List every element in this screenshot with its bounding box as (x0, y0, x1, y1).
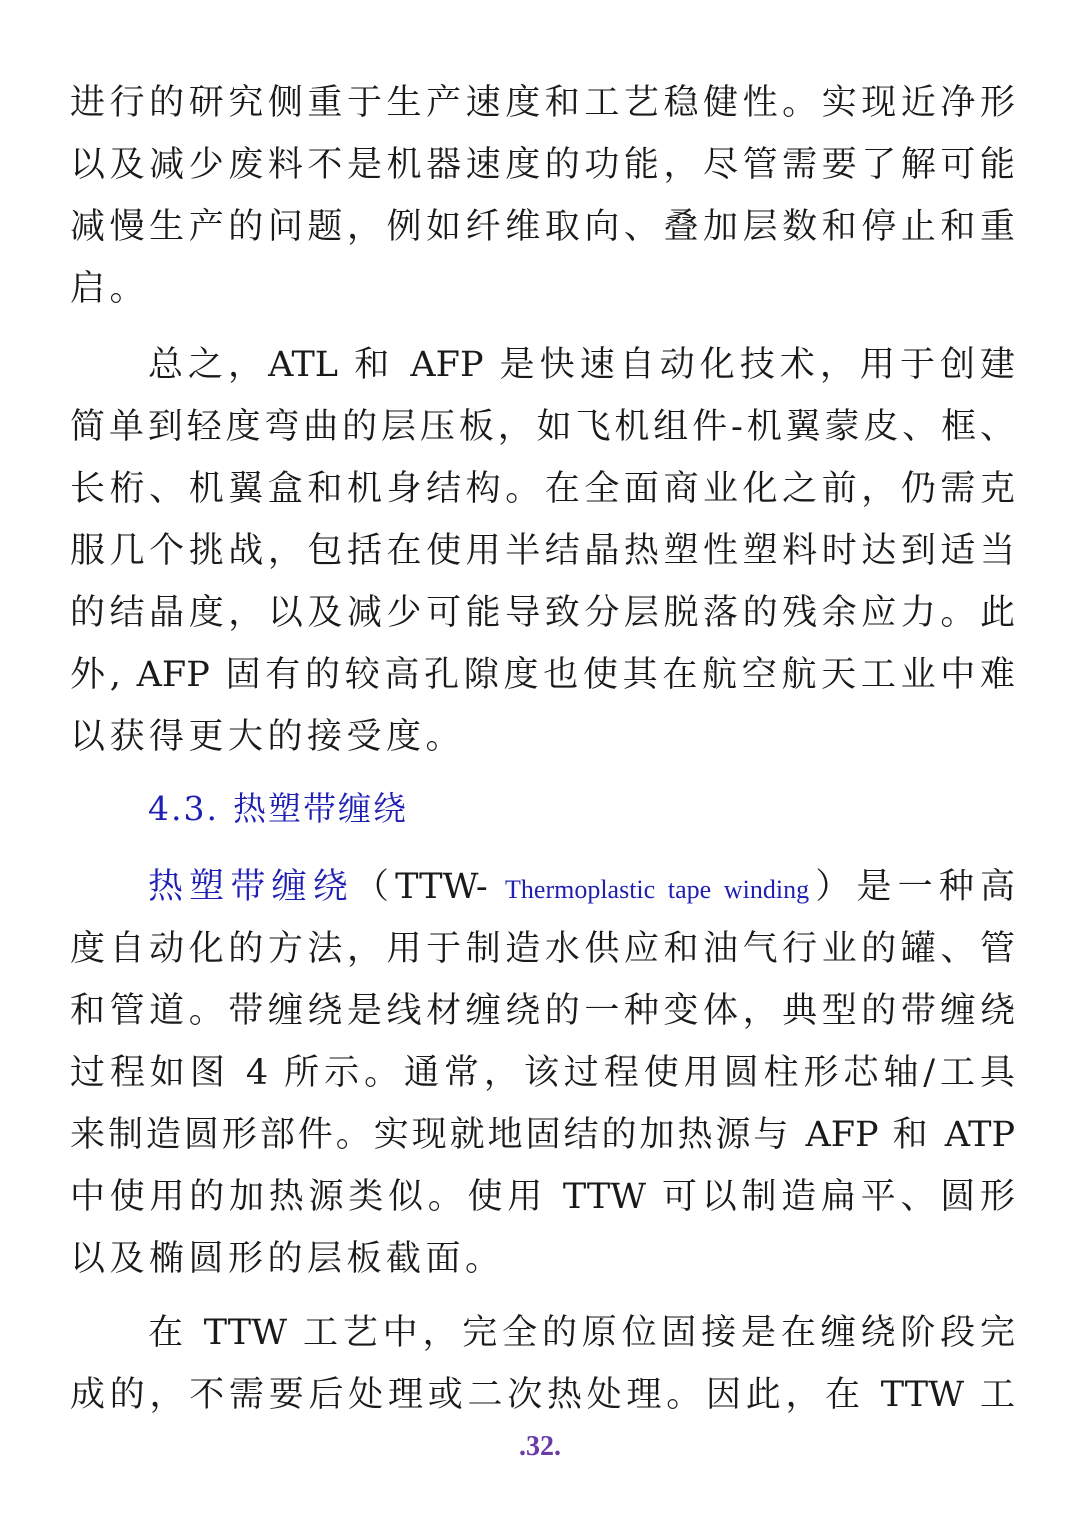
page-number: .32. (519, 1431, 561, 1462)
paragraph-1-line-3: 减慢生产的问题，例如纤维取向、叠加层数和停止和重 (70, 207, 1015, 247)
paragraph-2-line-3: 长桁、机翼盒和机身结构。在全面商业化之前，仍需克 (70, 469, 1015, 509)
paragraph-2-line-7: 以获得更大的接受度。 (70, 717, 466, 757)
paragraph-3-line-7: 以及椭圆形的层板截面。 (70, 1239, 505, 1279)
paragraph-3-line-1 (148, 862, 1015, 912)
paragraph-1-line-4: 启。 (70, 269, 150, 309)
paragraph-3-line-4: 过程如图 4 所示。通常，该过程使用圆柱形芯轴/工具 (70, 1053, 1015, 1093)
paragraph-1-line-2: 以及减少废料不是机器速度的功能，尽管需要了解可能 (70, 145, 1015, 185)
paragraph-3-line-2: 度自动化的方法，用于制造水供应和油气行业的罐、管 (70, 929, 1015, 969)
open-paren: （TTW- (353, 867, 506, 907)
paragraph-3-line-6: 中使用的加热源类似。使用 TTW 可以制造扁平、圆形 (70, 1177, 1015, 1217)
section-number: 4.3. (148, 789, 219, 828)
paragraph-2-line-1: 总之，ATL 和 AFP 是快速自动化技术，用于创建 (148, 345, 1015, 385)
paragraph-3-line-3: 和管道。带缠绕是线材缠绕的一种变体，典型的带缠绕 (70, 991, 1015, 1031)
paragraph-4-line-1: 在 TTW 工艺中，完全的原位固接是在缠绕阶段完 (148, 1313, 1015, 1353)
term-english: Thermoplastic tape winding (505, 875, 810, 904)
paragraph-2-line-5: 的结晶度，以及减少可能导致分层脱落的残余应力。此 (70, 593, 1015, 633)
paragraph-4-line-2: 成的，不需要后处理或二次热处理。因此，在 TTW 工 (70, 1375, 1015, 1415)
section-heading (148, 784, 408, 834)
paragraph-2-line-4: 服几个挑战，包括在使用半结晶热塑性塑料时达到适当 (70, 531, 1015, 571)
term-chinese: 热塑带缠绕 (148, 867, 354, 907)
paragraph-3-line-5: 来制造圆形部件。实现就地固结的加热源与 AFP 和 ATP (70, 1115, 1015, 1155)
first-line-rest: ）是一种高 (809, 867, 1016, 907)
paragraph-2-line-2: 简单到轻度弯曲的层压板，如飞机组件-机翼蒙皮、框、 (70, 407, 1015, 447)
section-title: 热塑带缠绕 (232, 789, 408, 828)
paragraph-2-line-6: 外, AFP 固有的较高孔隙度也使其在航空航天工业中难 (70, 655, 1015, 695)
paragraph-1-line-1: 进行的研究侧重于生产速度和工艺稳健性。实现近净形 (70, 83, 1015, 123)
